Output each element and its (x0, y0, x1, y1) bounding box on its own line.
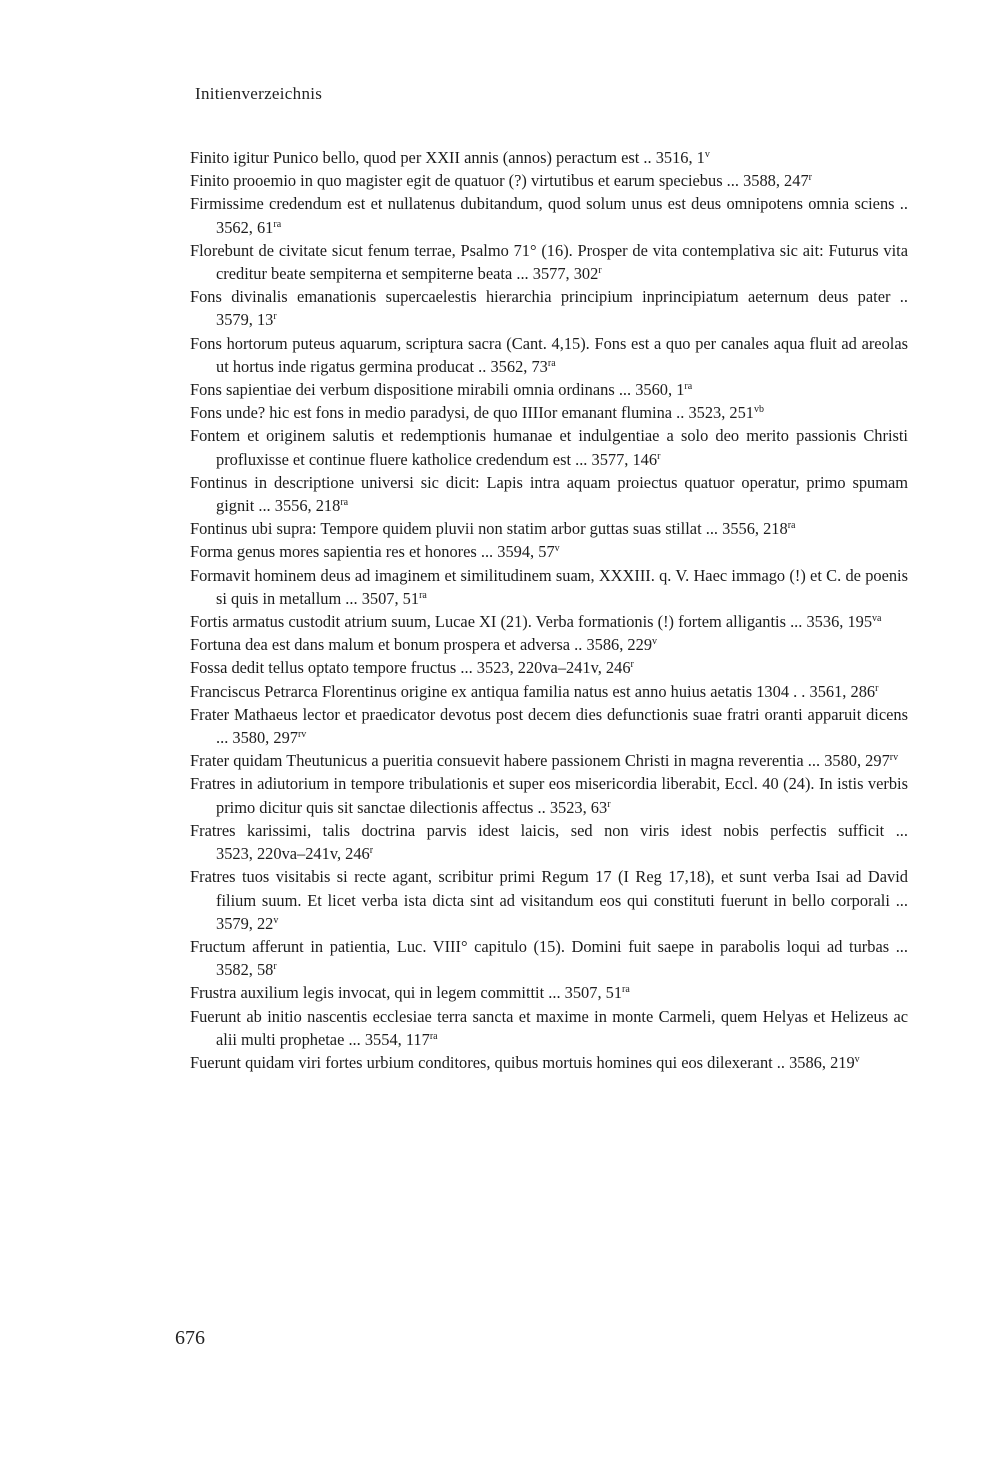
entry-reference-number: 3577, 302 (532, 264, 599, 284)
entry-incipit: Fratres tuos visitabis si recte agant, scribitur primi Regum 17 (I Reg 17,18), et sunt verba Isai ad David filium suum. Et licet verba ista dicta sint ad visitandum eos qui constituti fuerunt in bello corporali ... (190, 867, 908, 910)
index-entry (190, 1051, 908, 1074)
index-entry (190, 471, 908, 517)
entry-reference-number: 3579, 13 (216, 310, 274, 330)
entry-reference-number: 3523, 63 (549, 797, 608, 817)
entry-reference (806, 612, 881, 631)
entry-reference-number: 3580, 297 (824, 751, 890, 771)
index-entry (190, 192, 908, 238)
index-entry (190, 610, 908, 633)
entry-incipit: Fortuna dea est dans malum et bonum prospera et adversa .. (190, 635, 587, 655)
entry-reference-number: 3582, 58 (216, 960, 274, 980)
entry-folio-side: r (273, 311, 277, 323)
entry-folio-side: v (554, 543, 560, 555)
entry-reference (688, 403, 764, 422)
entry-folio-side: r (273, 961, 277, 973)
index-entry (190, 935, 908, 981)
entry-reference (586, 635, 657, 654)
entry-folio-side: r (369, 845, 374, 857)
entry-reference (635, 380, 692, 399)
entry-incipit: Fontinus ubi supra: Tempore quidem pluvii non statim arbor guttas suas stillat ... (190, 519, 723, 539)
entry-reference-number: 3560, 1 (635, 380, 685, 400)
entry-folio-side: r (630, 659, 634, 671)
entry-incipit: Fons unde? hic est fons in medio paradysi, de quo IIIIor emanant flumina .. (190, 403, 689, 423)
entry-incipit: Firmissime credendum est et nullatenus dubitandum, quod solum unus est deus omnipotens omnia sciens .. (190, 194, 908, 214)
entry-folio-side: ra (684, 381, 693, 393)
entry-folio-side: v (854, 1053, 860, 1065)
index-entry (190, 517, 908, 540)
index-entry (190, 378, 908, 401)
entry-folio-side: v (704, 149, 710, 160)
entry-folio-side: ra (340, 497, 349, 509)
entry-incipit: Fons hortorum puteus aquarum, scriptura sacra (Cant. 4,15). Fons est a quo per canales aqua fluit ad areolas ut hortus inde rigatus germina producat .. (190, 333, 908, 376)
entry-folio-side: ra (273, 218, 282, 230)
entry-reference-number: 3580, 297 (232, 728, 298, 748)
entry-reference (656, 148, 710, 167)
index-entry (190, 332, 908, 378)
entry-reference-number: 3536, 195 (806, 612, 873, 632)
entry-reference (477, 658, 634, 677)
entry-folio-side: r (657, 450, 661, 462)
entry-reference (824, 751, 898, 770)
index-entry (190, 1005, 908, 1051)
entry-incipit: Frater Mathaeus lector et praedicator devotus post decem dies defunctionis suae fratri oranti apparuit dicens ... (190, 704, 908, 748)
entry-reference (365, 1030, 438, 1049)
entry-reference-number: 3554, 117 (364, 1029, 430, 1049)
index-entry (190, 981, 908, 1004)
entry-reference-number: 3594, 57 (497, 542, 555, 562)
index-entry (190, 424, 908, 470)
entry-incipit: Fons divinalis emanationis supercaelestis hierarchia principium inprincipiatum aeternum deus pater .. (190, 287, 908, 307)
entry-folio-side: ra (419, 589, 427, 601)
entry-incipit: Fructum afferunt in patientia, Luc. VIII° capitulo (15). Domini fuit saepe in parabolis loqui ad turbas ... (190, 936, 908, 956)
entry-reference-number: 3507, 51 (361, 588, 420, 608)
entry-reference (533, 264, 602, 283)
entry-incipit: Finito igitur Punico bello, quod per XXII annis (annos) peractum est .. (190, 148, 656, 167)
entry-incipit: Fontem et originem salutis et redemptionis humanae et indulgentiae a solo deo merito passionis Christi profluxisse et continue fluere katholice credendum est ... (190, 426, 908, 469)
entry-reference (216, 960, 277, 979)
entry-reference-number: 3556, 218 (274, 496, 341, 516)
index-entry (190, 633, 908, 656)
entry-reference-number: 3561, 286 (809, 681, 876, 701)
entry-incipit: Formavit hominem deus ad imaginem et similitudinem suam, XXXIII. q. V. Haec immago (!) et C. de poenis si quis in metallum ... (190, 565, 908, 608)
entry-reference (216, 218, 281, 237)
entry-reference (216, 914, 278, 933)
index-entry (190, 401, 908, 424)
entry-reference (550, 798, 611, 817)
entry-folio-side: r (607, 798, 611, 810)
entry-incipit: Franciscus Petrarca Florentinus origine ex antiqua familia natus est anno huius aetatis 1304 . . (190, 681, 810, 701)
index-entry (190, 680, 908, 703)
index-entry (190, 865, 908, 935)
entry-reference (216, 310, 277, 329)
entry-reference-number: 3562, 73 (490, 356, 548, 376)
entry-reference (490, 357, 555, 376)
entry-reference (810, 682, 879, 701)
entry-reference (722, 519, 795, 538)
entry-folio-side: ra (622, 984, 630, 996)
entry-reference-number: 3523, 220va–241v, 246 (476, 658, 631, 678)
entry-incipit: Fuerunt ab initio nascentis ecclesiae terra sancta et maxime in monte Carmeli, quem Helyas et Helizeus ac alii multi prophetae ... (190, 1006, 908, 1049)
entry-reference (362, 589, 427, 608)
entry-incipit: Fossa dedit tellus optato tempore fructus ... (190, 658, 477, 678)
entry-incipit: Frater quidam Theutunicus a pueritia consuevit habere passionem Christi in magna reverentia ... (190, 751, 825, 771)
entry-folio-side: rv (889, 752, 899, 764)
entry-reference (232, 728, 306, 747)
entry-reference (565, 983, 630, 1002)
entry-reference-number: 3586, 229 (586, 635, 653, 655)
entry-incipit: Frustra auxilium legis invocat, qui in legem committit ... (190, 983, 565, 1003)
entry-folio-side: v (652, 636, 658, 648)
entry-reference-number: 3523, 220va–241v, 246 (216, 844, 370, 864)
entry-incipit: Fratres in adiutorium in tempore tribulationis et super eos misericordia liberabit, Eccl. 40 (24). In istis verbis primo dicitur quis sit sanctae dilectionis affectus .. (190, 774, 908, 817)
entry-folio-side: r (875, 682, 879, 694)
entry-reference (592, 450, 661, 469)
entry-folio-side: va (872, 613, 882, 625)
index-entry (190, 169, 908, 192)
entry-folio-side: rv (297, 729, 307, 741)
entry-folio-side: r (598, 265, 602, 277)
entry-reference-number: 3562, 61 (216, 217, 274, 237)
entry-folio-side: ra (787, 520, 796, 532)
entry-folio-side: ra (429, 1030, 438, 1042)
index-entry (190, 703, 908, 749)
index-entry (190, 656, 908, 679)
page-number: 676 (175, 1327, 205, 1349)
index-entry (190, 239, 908, 285)
index-entry (190, 819, 908, 865)
entry-reference-number: 3579, 22 (216, 913, 274, 933)
index-entry (190, 749, 908, 772)
entry-reference (789, 1053, 860, 1072)
entry-reference-number: 3556, 218 (722, 519, 788, 539)
entry-incipit: Fontinus in descriptione universi sic dicit: Lapis intra aquam proiectus quatuor operatur, primo spumam gignit ... (190, 472, 908, 516)
entry-incipit: Fons sapientiae dei verbum dispositione mirabili omnia ordinans ... (190, 380, 636, 400)
index-entry (190, 285, 908, 331)
entry-reference-number: 3507, 51 (564, 983, 623, 1003)
entry-folio-side: v (273, 914, 279, 926)
index-entry (190, 564, 908, 610)
entry-reference-number: 3586, 219 (789, 1052, 855, 1072)
entry-reference-number: 3523, 251 (688, 403, 754, 423)
entry-incipit: Fortis armatus custodit atrium suum, Lucae XI (21). Verba formationis (!) fortem alligantis ... (190, 612, 807, 632)
entry-incipit: Finito prooemio in quo magister egit de quatuor (?) virtutibus et earum speciebus ... (190, 171, 744, 191)
index-entries (190, 146, 908, 1074)
running-head: Initienverzeichnis (195, 84, 323, 103)
index-entry (190, 540, 908, 563)
entry-folio-side: ra (547, 357, 556, 369)
entry-folio-side: vb (754, 404, 764, 416)
entry-incipit: Forma genus mores sapientia res et honores ... (190, 542, 498, 562)
index-entry (190, 772, 908, 818)
entry-incipit: Florebunt de civitate sicut fenum terrae, Psalmo 71° (16). Prosper de vita contemplativa sic ait: Futurus vita creditur beate sempiterna et sempiterne beata ... (190, 240, 908, 284)
entry-reference-number: 3588, 247 (743, 171, 809, 191)
entry-reference-number: 3577, 146 (591, 449, 658, 469)
entry-folio-side: r (808, 172, 812, 184)
entry-reference-number: 3516, 1 (655, 148, 705, 167)
entry-reference (743, 171, 812, 190)
entry-reference (216, 844, 373, 863)
entry-incipit: Fratres karissimi, talis doctrina parvis idest laicis, sed non viris idest nobis perfectis sufficit ... (190, 820, 908, 840)
entry-reference (275, 496, 348, 515)
entry-reference (497, 542, 559, 561)
entry-incipit: Fuerunt quidam viri fortes urbium conditores, quibus mortuis homines qui eos dilexerant .. (190, 1052, 790, 1072)
index-entry (190, 146, 908, 169)
